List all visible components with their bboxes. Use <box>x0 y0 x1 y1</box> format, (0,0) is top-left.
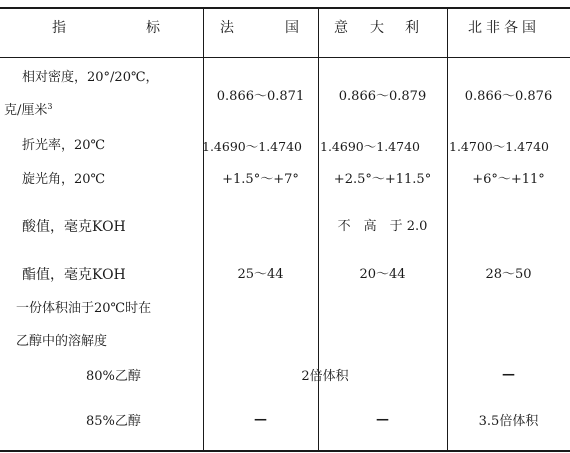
ethanol-80-france-italy: 2倍体积 <box>301 369 349 384</box>
density-italy: 0.866～0.879 <box>338 89 427 104</box>
ester-france: 25～44 <box>237 267 284 282</box>
ethanol-85-label: 85%乙醇 <box>86 414 141 429</box>
ethanol-85-italy: — <box>376 412 389 427</box>
header-north-africa: 北非各国 <box>468 20 540 36</box>
header-france-char1: 法 <box>220 20 234 36</box>
density-label-line1: 相对密度，20°/20℃， <box>22 70 159 85</box>
ester-label: 酯值，毫克KOH <box>22 267 126 283</box>
density-unit: 克/厘米 <box>4 103 48 118</box>
rotation-north-africa: +6°～+11° <box>472 172 545 187</box>
ester-north-africa: 28～50 <box>485 267 532 282</box>
col-divider-1 <box>203 8 204 452</box>
header-france-char2: 国 <box>285 20 299 36</box>
ethanol-85-france: — <box>254 412 267 427</box>
ester-italy: 20～44 <box>359 267 406 282</box>
header-italy-char1: 意 <box>334 20 348 36</box>
header-bottom-rule <box>0 57 570 58</box>
acid-label: 酸值，毫克KOH <box>22 219 126 235</box>
rotation-france: +1.5°～+7° <box>222 172 299 187</box>
header-indicator-char1: 指 <box>52 20 66 36</box>
table-top-rule <box>0 7 570 9</box>
density-unit-exponent: 3 <box>47 102 53 111</box>
density-label-line2 <box>4 99 52 119</box>
refractive-north-africa: 1.4700～1.4740 <box>449 139 549 154</box>
solubility-label-line1: 一份体积油于20℃时在 <box>16 301 152 316</box>
ethanol-80-north-africa: — <box>502 367 515 382</box>
density-north-africa: 0.866～0.876 <box>464 89 553 104</box>
density-france: 0.866～0.871 <box>216 89 305 104</box>
refractive-italy: 1.4690～1.4740 <box>320 139 420 154</box>
acid-value: 不 高 于 2.0 <box>337 219 428 234</box>
rotation-label: 旋光角，20℃ <box>22 172 106 187</box>
table-bottom-rule <box>0 450 570 452</box>
ethanol-80-label: 80%乙醇 <box>86 369 141 384</box>
header-italy-char3: 利 <box>405 20 419 36</box>
solubility-label-line2: 乙醇中的溶解度 <box>16 334 108 349</box>
refractive-label: 折光率，20℃ <box>22 138 106 153</box>
header-italy-char2: 大 <box>370 20 384 36</box>
ethanol-85-north-africa: 3.5倍体积 <box>478 414 539 429</box>
col-divider-3 <box>447 8 448 452</box>
refractive-france: 1.4690～1.4740 <box>202 139 302 154</box>
header-indicator-char2: 标 <box>146 20 160 36</box>
rotation-italy: +2.5°～+11.5° <box>333 172 432 187</box>
